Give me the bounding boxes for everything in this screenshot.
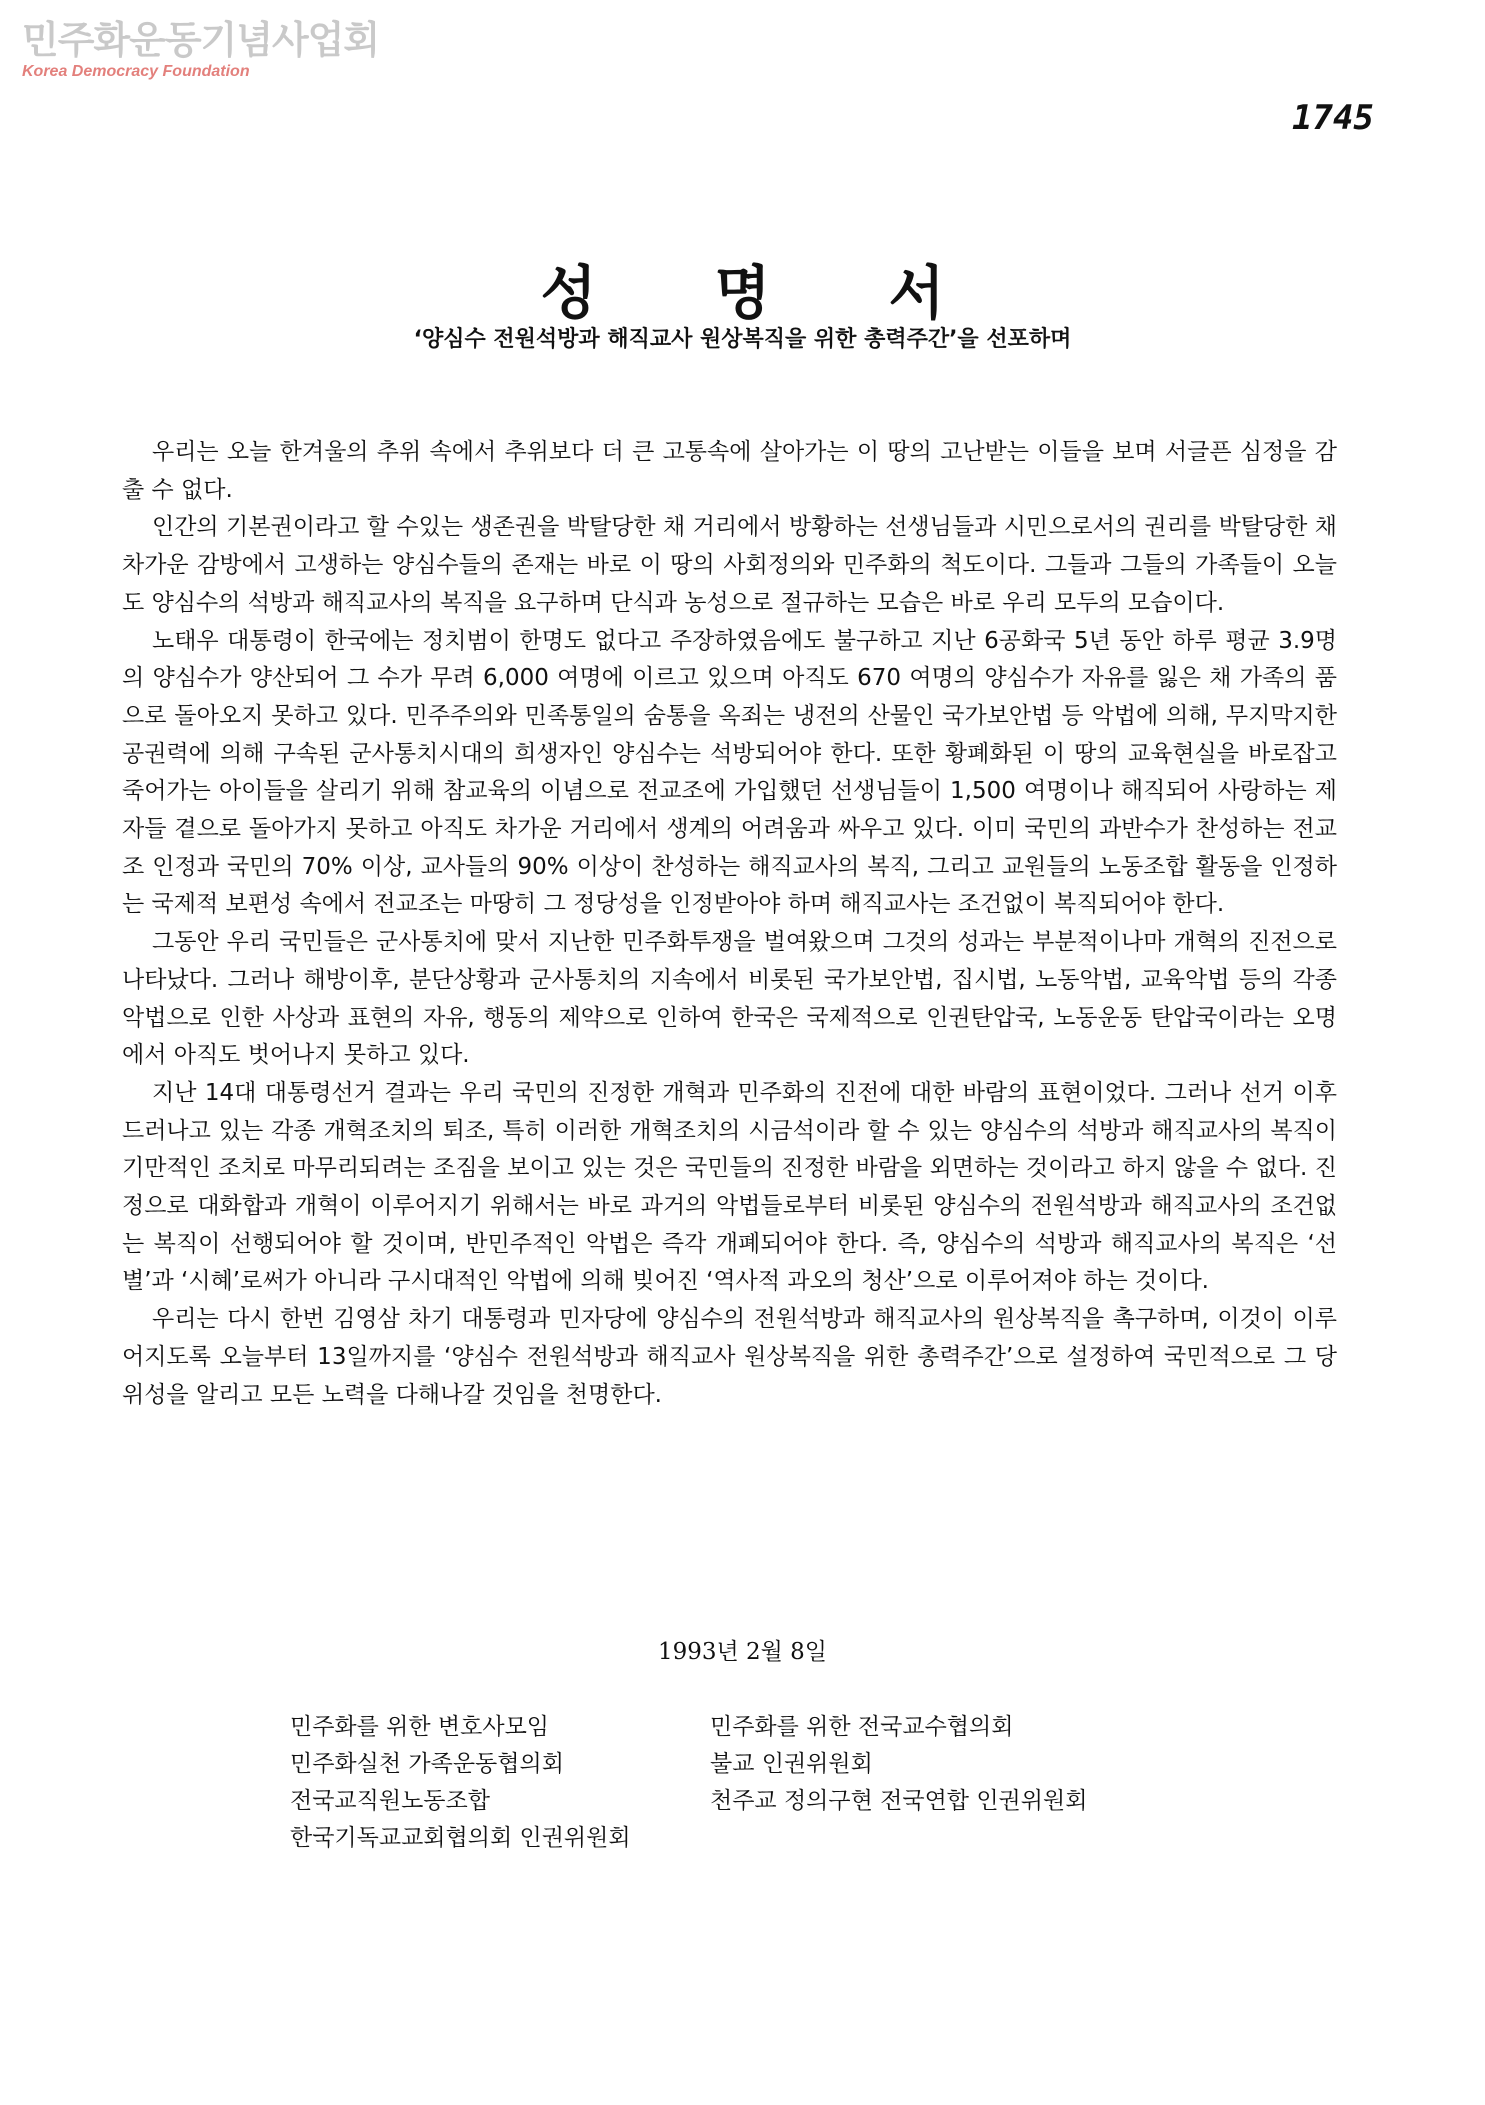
signatory-item: 민주화를 위한 전국교수협의회 — [710, 1714, 1014, 1740]
signatory-item: 한국기독교교회협의회 인권위원회 — [290, 1825, 631, 1851]
signatory-item: 민주화실천 가족운동협의회 — [290, 1751, 564, 1777]
watermark-korean-name: 민주화운동기념사업회 — [22, 18, 380, 62]
signatory-item: 불교 인권위원회 — [710, 1751, 873, 1777]
paragraph: 인간의 기본권이라고 할 수있는 생존권을 박탈당한 채 거리에서 방황하는 선생님들과 시민으로서의 권리를 박탈당한 채 차가운 감방에서 고생하는 양심수들의 존재는 바로 이 땅의 사회정의와 민주화의 척도이다. 그들과 그들의 가족들이 오늘도 양심수의 석방과 해직교사의 복직을 요구하며 단식과 농성으로 절규하는 모습은 바로 우리 모두의 모습이다. — [122, 514, 1337, 616]
paragraph: 노태우 대통령이 한국에는 정치범이 한명도 없다고 주장하였음에도 불구하고 지난 6공화국 5년 동안 하루 평균 3.9명의 양심수가 양산되어 그 수가 무려 6,000 여명에 이르고 있으며 아직도 670 여명의 양심수가 자유를 잃은 채 가족의 품으로 돌아오지 못하고 있다. 민주주의와 민족통일의 숨통을 옥죄는 냉전의 산물인 국가보안법 등 악법에 의해, 무지막지한 공권력에 의해 구속된 군사통치시대의 희생자인 양심수는 석방되어야 한다. 또한 황폐화된 이 땅의 교육현실을 바로잡고 죽어가는 아이들을 살리기 위해 참교육의 이념으로 전교조에 가입했던 선생님들이 1,500 여명이나 해직되어 사랑하는 제자들 곁으로 돌아가지 못하고 아직도 차가운 거리에서 생계의 어려움과 싸우고 있다. 이미 국민의 과반수가 찬성하는 전교조 인정과 국민의 70% 이상, 교사들의 90% 이상이 찬성하는 해직교사의 복직, 그리고 교원들의 노동조합 활동을 인정하는 국제적 보편성 속에서 전교조는 마땅히 그 정당성을 인정받아야 하며 해직교사는 조건없이 복직되어야 한다. — [122, 627, 1337, 918]
paragraph: 그동안 우리 국민들은 군사통치에 맞서 지난한 민주화투쟁을 벌여왔으며 그것의 성과는 부분적이나마 개혁의 진전으로 나타났다. 그러나 해방이후, 분단상황과 군사통치의 지속에서 비롯된 국가보안법, 집시법, 노동악법, 교육악법 등의 각종 악법으로 인한 사상과 표현의 자유, 행동의 제약으로 인하여 한국은 국제적으로 인권탄압국, 노동운동 탄압국이라는 오명에서 아직도 벗어나지 못하고 있다. — [122, 929, 1337, 1069]
watermark-english-name: Korea Democracy Foundation — [22, 63, 250, 80]
signatory-item: 민주화를 위한 변호사모임 — [290, 1714, 550, 1740]
statement-body — [122, 434, 1337, 1414]
paragraph: 우리는 다시 한번 김영삼 차기 대통령과 민자당에 양심수의 전원석방과 해직교사의 원상복직을 촉구하며, 이것이 이루어지도록 오늘부터 13일까지를 ‘양심수 전원석방과 해직교사 원상복직을 위한 총력주간’으로 설정하여 국민적으로 그 당위성을 알리고 모든 노력을 다해나갈 것임을 천명한다. — [122, 1306, 1337, 1408]
signatory-item: 전국교직원노동조합 — [290, 1788, 490, 1814]
foundation-watermark — [22, 18, 380, 82]
paragraph: 지난 14대 대통령선거 결과는 우리 국민의 진정한 개혁과 민주화의 진전에 대한 바람의 표현이었다. 그러나 선거 이후 드러나고 있는 각종 개혁조치의 퇴조, 특히 이러한 개혁조치의 시금석이라 할 수 있는 양심수의 석방과 해직교사의 복직이 기만적인 조치로 마무리되려는 조짐을 보이고 있는 것은 국민들의 진정한 바람을 외면하는 것이라고 하지 않을 수 없다. 진정으로 대화합과 개혁이 이루어지기 위해서는 바로 과거의 악법들로부터 비롯된 양심수의 전원석방과 해직교사의 조건없는 복직이 선행되어야 할 것이며, 반민주적인 악법은 즉각 개폐되어야 한다. 즉, 양심수의 석방과 해직교사의 복직은 ‘선별’과 ‘시혜’로써가 아니라 구시대적인 악법에 의해 빚어진 ‘역사적 과오의 청산’으로 이루어져야 하는 것이다. — [122, 1079, 1337, 1295]
statement-date: 1993년 2월 8일 — [657, 1639, 828, 1665]
document-title: 성명서 — [540, 259, 1063, 327]
signatory-item: 천주교 정의구현 전국연합 인권위원회 — [710, 1788, 1088, 1814]
paragraph: 우리는 오늘 한겨울의 추위 속에서 추위보다 더 큰 고통속에 살아가는 이 땅의 고난받는 이들을 보며 서글픈 심정을 감출 수 없다. — [122, 439, 1337, 503]
handwritten-document-number: 1745 — [1292, 98, 1374, 138]
document-subtitle: ‘양심수 전원석방과 해직교사 원상복직을 위한 총력주간’을 선포하며 — [413, 327, 1072, 352]
